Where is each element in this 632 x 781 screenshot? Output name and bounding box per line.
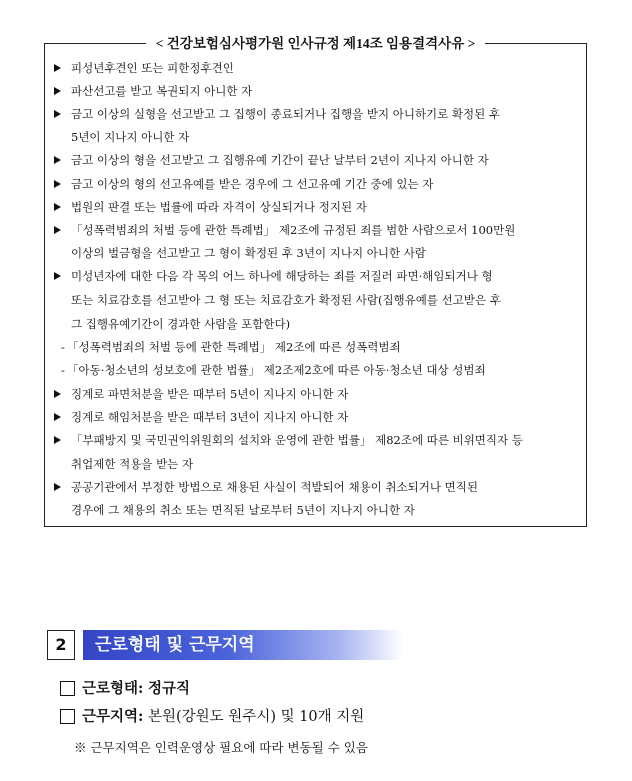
footnote: ※ 근무지역은 인력운영상 필요에 따라 변동될 수 있음 <box>74 740 368 755</box>
dash-bullet: - <box>61 340 65 354</box>
box-title: < 건강보험심사평가원 인사규정 제14조 임용결격사유 > <box>146 36 486 51</box>
triangle-bullet-icon <box>54 413 61 421</box>
triangle-bullet-icon <box>54 483 61 491</box>
disqualification-box: < 건강보험심사평가원 인사규정 제14조 임용결격사유 > 피성년후견인 또는 피한정후견인 파산선고를 받고 복권되지 아니한 자 금고 이상의 실형을 선고받고 그 집행이 종료되거나 집행을 받지 아니하기로 확정된 후 5년이 지나지 아니한 자 금고 이상의 형을 선고받고 그 집행유예 기간이 끝난 날부터 2년이 지나지 아니한 자 금고 이상의 형의 선고유예를 받은 경우에 그 선고유예 기간 중에 있는 자 법원의 판결 또는 법률에 따라 자격이 상실되거나 정지된 자 「성폭력범죄의 처벌 등에 관한 특례법」 제2조에 규정된 죄를 범한 사람으로서 100만원 이상의 벌금형을 선고받고 그 형이 확정된 후 3년이 지나지 아니한 사람 미성년자에 대한 다음 각 목의 어느 하나에 해당하는 죄를 저질러 파면·해임되거나 형 또는 치료감호를 선고받아 그 형 또는 치료감호가 확정된 사람(집행유예를 선고받은 후 그 집행유예기간이 경과한 사람을 포함한다) - 「성폭력범죄의 처벌 등에 관한 특례법」 제2조에 따른 성폭력범죄 - 「아동·청소년의 성보호에 관한 법률」 제2조제2호에 따른 아동·청소년 대상 성범죄 징계로 파면처분을 받은 때부터 5년이 지나지 아니한 자 징계로 해임처분을 받은 때부터 3년이 지나지 아니한 자 「부패방지 및 국민권익위원회의 설치와 운영에 관한 법률」 제82조에 따른 비위면직자 등 취업제한 적용을 받는 자 공공기관에서 부정한 방법으로 채용된 사실이 적발되어 채용이 취소되거나 면직된 경우에 그 채용의 취소 또는 면직된 날로부터 5년이 지나지 아니한 자 <box>44 43 587 527</box>
triangle-bullet-icon <box>54 436 61 444</box>
section-title-bar <box>83 630 403 660</box>
triangle-bullet-icon <box>54 180 61 188</box>
work-location-value: 본원(강원도 원주시) 및 10개 지원 <box>148 709 365 725</box>
work-location-row <box>82 705 364 726</box>
triangle-bullet-icon <box>54 390 61 398</box>
triangle-bullet-icon <box>54 87 61 95</box>
triangle-bullet-icon <box>54 226 61 234</box>
section-header <box>47 630 407 662</box>
employment-type-row <box>82 677 190 698</box>
dash-bullet: - <box>61 363 65 377</box>
employment-type-label: 근로형태: <box>82 680 144 697</box>
work-location-label: 근무지역: <box>82 708 144 725</box>
triangle-bullet-icon <box>54 203 61 211</box>
section-number: 2 <box>47 630 75 660</box>
checkbox-square-icon <box>60 709 75 724</box>
triangle-bullet-icon <box>54 272 61 280</box>
section-title: 근로형태 및 근무지역 <box>95 635 255 655</box>
triangle-bullet-icon <box>54 64 61 72</box>
employment-type-value: 정규직 <box>148 680 191 697</box>
triangle-bullet-icon <box>54 110 61 118</box>
checkbox-square-icon <box>60 681 75 696</box>
triangle-bullet-icon <box>54 156 61 164</box>
